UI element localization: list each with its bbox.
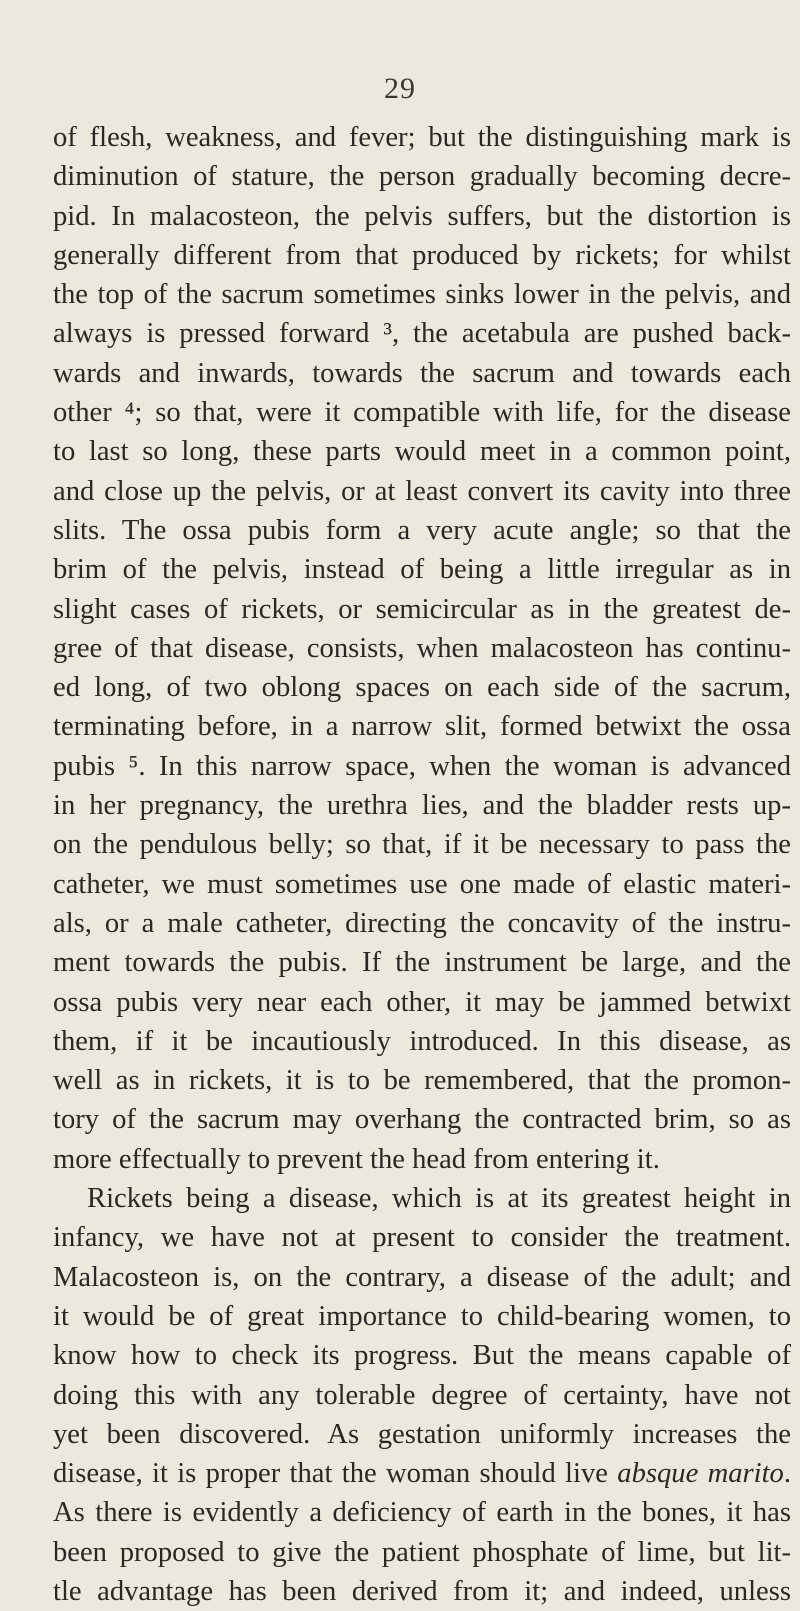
text-line: tle advantage has been derived from it; and indeed, unless [53,1575,791,1607]
text-line: to last so long, these parts would meet in a common point, [53,436,791,468]
text-line: As there is evidently a deficiency of earth in the bones, it has [53,1497,791,1529]
text-line: been proposed to give the patient phosphate of lime, but lit- [53,1536,791,1568]
text-line: generally different from that produced by rickets; for whilst [53,239,791,271]
text-line: them, if it be incautiously introduced. In this disease, as [53,1025,791,1057]
text-line: terminating before, in a narrow slit, formed betwixt the ossa [53,711,791,743]
italic-phrase: absque marito [617,1458,784,1490]
text-line: brim of the pelvis, instead of being a little irregular as in [53,554,791,586]
text-line: other ⁴; so that, were it compatible with life, for the disease [53,397,791,429]
text-line: slits. The ossa pubis form a very acute angle; so that the [53,514,791,546]
text-line: yet been discovered. As gestation uniformly increases the [53,1418,791,1450]
text-line: know how to check its progress. But the means capable of [53,1340,791,1372]
text-line: wards and inwards, towards the sacrum and towards each [53,357,791,389]
text-line: Malacosteon is, on the contrary, a disease of the adult; and [53,1261,791,1293]
text-line: infancy, we have not at present to consider the treatment. [53,1222,791,1254]
text-line: catheter, we must sometimes use one made of elastic materi- [53,868,791,900]
body-text [53,118,791,1611]
text-line: always is pressed forward ³, the acetabula are pushed back- [53,318,791,350]
text-line: in her pregnancy, the urethra lies, and the bladder rests up- [53,790,791,822]
text-line: ed long, of two oblong spaces on each side of the sacrum, [53,672,791,704]
text-line: diminution of stature, the person gradually becoming decre- [53,161,791,193]
page-number: 29 [384,72,416,105]
text-line: and close up the pelvis, or at least convert its cavity into three [53,475,791,507]
text-line: gree of that disease, consists, when malacosteon has continu- [53,632,791,664]
text-line: more effectually to prevent the head from entering it. [53,1143,660,1175]
text-line: pubis ⁵. In this narrow space, when the woman is advanced [53,750,791,782]
text-line: slight cases of rickets, or semicircular as in the greatest de- [53,593,791,625]
text-line: the top of the sacrum sometimes sinks lower in the pelvis, and [53,279,791,311]
text-line: ossa pubis very near each other, it may be jammed betwixt [53,986,791,1018]
text-line: well as in rickets, it is to be remembered, that the promon- [53,1065,791,1097]
text-line: als, or a male catheter, directing the concavity of the instru- [53,907,791,939]
text-line: it would be of great importance to child-bearing women, to [53,1300,791,1332]
text-line: tory of the sacrum may overhang the contracted brim, so as [53,1104,791,1136]
text-line: ment towards the pubis. If the instrument be large, and the [53,947,791,979]
text-line: on the pendulous belly; so that, if it be necessary to pass the [53,829,791,861]
text-line: of flesh, weakness, and fever; but the distinguishing mark is [53,122,791,153]
text-line: doing this with any tolerable degree of certainty, have not [53,1379,791,1411]
text-line: Rickets being a disease, which is at its greatest height in [87,1183,791,1215]
text-line: pid. In malacosteon, the pelvis suffers, but the distortion is [53,200,791,232]
text-line: disease, it is proper that the woman should live absque marito. [53,1458,791,1490]
